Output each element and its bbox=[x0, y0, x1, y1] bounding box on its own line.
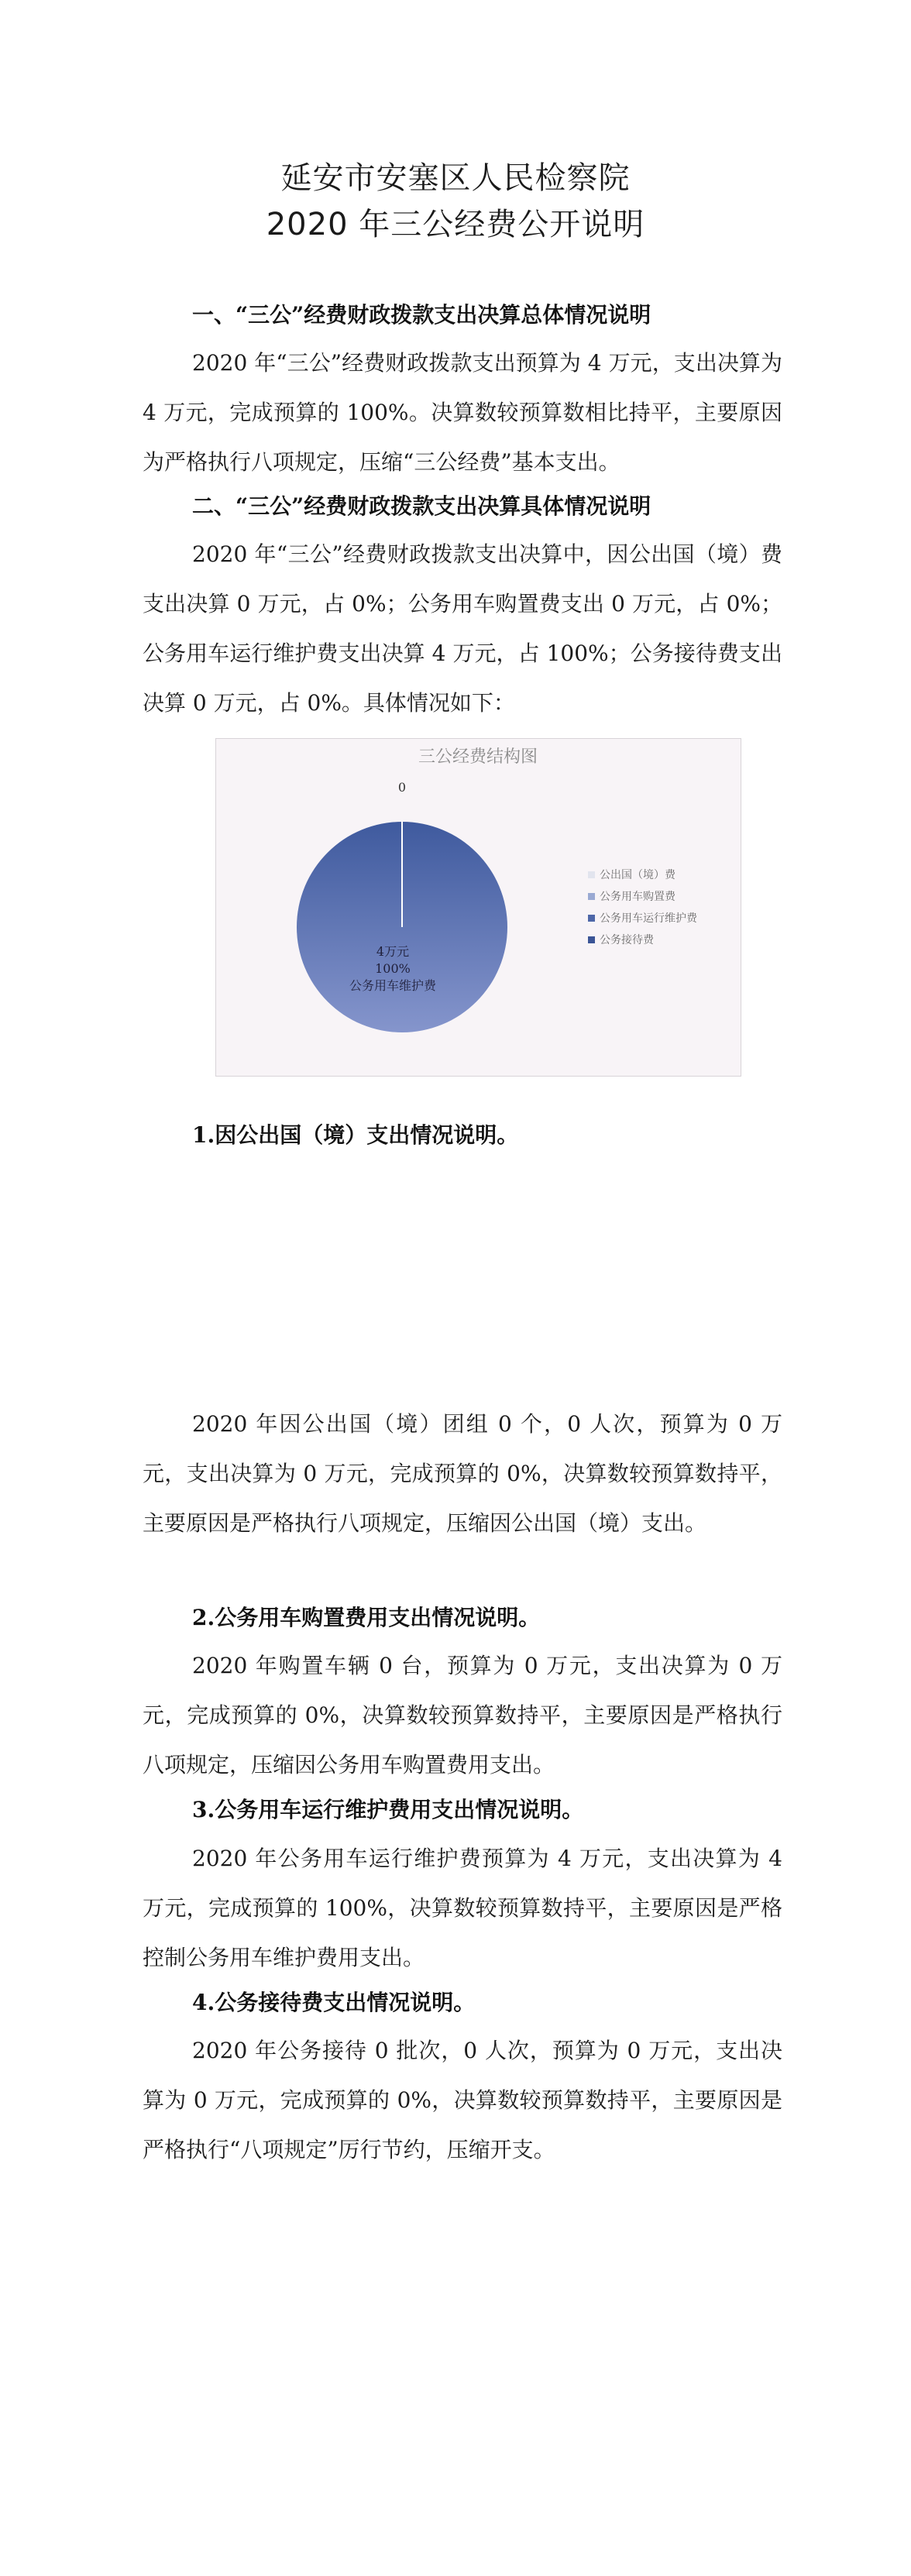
subsection2-heading: 2.公务用车购置费用支出情况说明。 bbox=[192, 1605, 541, 1630]
legend-label-2: 公务用车购置费 bbox=[600, 891, 676, 903]
subsection1-paragraph: 2020 年因公出国（境）团组 0 个，0 人次，预算为 0 万元，支出决算为 0 万元，完成预算的 0%，决算数较预算数持平，主要原因是严格执行八项规定，压缩因公出国（境）支出。 bbox=[143, 1411, 782, 1536]
section2-paragraph: 2020 年“三公”经费财政拨款支出决算中，因公出国（境）费支出决算 0 万元，占 0%；公务用车购置费支出 0 万元，占 0%；公务用车运行维护费支出决算 4 万元，占 100%；公务接待费支出决算 0 万元，占 0%。具体情况如下： bbox=[143, 541, 782, 716]
main-slice-value-label: 4万元 bbox=[376, 944, 410, 959]
pie-chart-svg bbox=[216, 739, 742, 1077]
legend-swatch-2 bbox=[588, 893, 595, 900]
legend-swatch-4 bbox=[588, 936, 595, 943]
legend-swatch-1 bbox=[588, 871, 595, 878]
section1-heading: 一、“三公”经费财政拨款支出决算总体情况说明 bbox=[192, 302, 651, 328]
subsection3-heading: 3.公务用车运行维护费用支出情况说明。 bbox=[192, 1797, 584, 1822]
section2-heading: 二、“三公”经费财政拨款支出决算具体情况说明 bbox=[192, 493, 651, 519]
chart-title: 三公经费结构图 bbox=[418, 747, 538, 767]
zero-data-label: 0 bbox=[397, 780, 407, 795]
subsection4-paragraph: 2020 年公务接待 0 批次，0 人次，预算为 0 万元，支出决算为 0 万元，完成预算的 0%，决算数较预算数持平，主要原因是严格执行“八项规定”厉行节约，压缩开支。 bbox=[143, 2038, 782, 2162]
legend-label-3: 公务用车运行维护费 bbox=[600, 912, 697, 925]
pie-slices bbox=[297, 822, 507, 1032]
section1-paragraph: 2020 年“三公”经费财政拨款支出预算为 4 万元，支出决算为 4 万元，完成预算的 100%。决算数较预算数相比持平，主要原因为严格执行八项规定，压缩“三公经费”基本支出。 bbox=[143, 350, 782, 475]
legend-label-4: 公务接待费 bbox=[600, 934, 654, 946]
main-slice-name-label: 公务用车维护费 bbox=[349, 978, 437, 993]
chart-legend bbox=[588, 868, 698, 946]
subsection2-paragraph: 2020 年购置车辆 0 台，预算为 0 万元，支出决算为 0 万元，完成预算的 0%，决算数较预算数持平，主要原因是严格执行八项规定，压缩因公务用车购置费用支出。 bbox=[143, 1653, 782, 1777]
legend-label-1: 公出国（境）费 bbox=[600, 869, 676, 881]
legend-swatch-3 bbox=[588, 915, 595, 922]
doc-title-line1: 延安市安塞区人民检察院 bbox=[280, 160, 631, 196]
subsection4-heading: 4.公务接待费支出情况说明。 bbox=[192, 1990, 476, 2015]
subsection1-heading: 1.因公出国（境）支出情况说明。 bbox=[192, 1122, 519, 1148]
doc-title-line2: 2020 年三公经费公开说明 bbox=[266, 207, 645, 242]
pie-chart bbox=[215, 738, 741, 1077]
main-slice-percent-label: 100% bbox=[375, 961, 411, 976]
subsection3-paragraph: 2020 年公务用车运行维护费预算为 4 万元，支出决算为 4 万元，完成预算的 100%，决算数较预算数持平，主要原因是严格控制公务用车维护费用支出。 bbox=[143, 1846, 782, 1970]
